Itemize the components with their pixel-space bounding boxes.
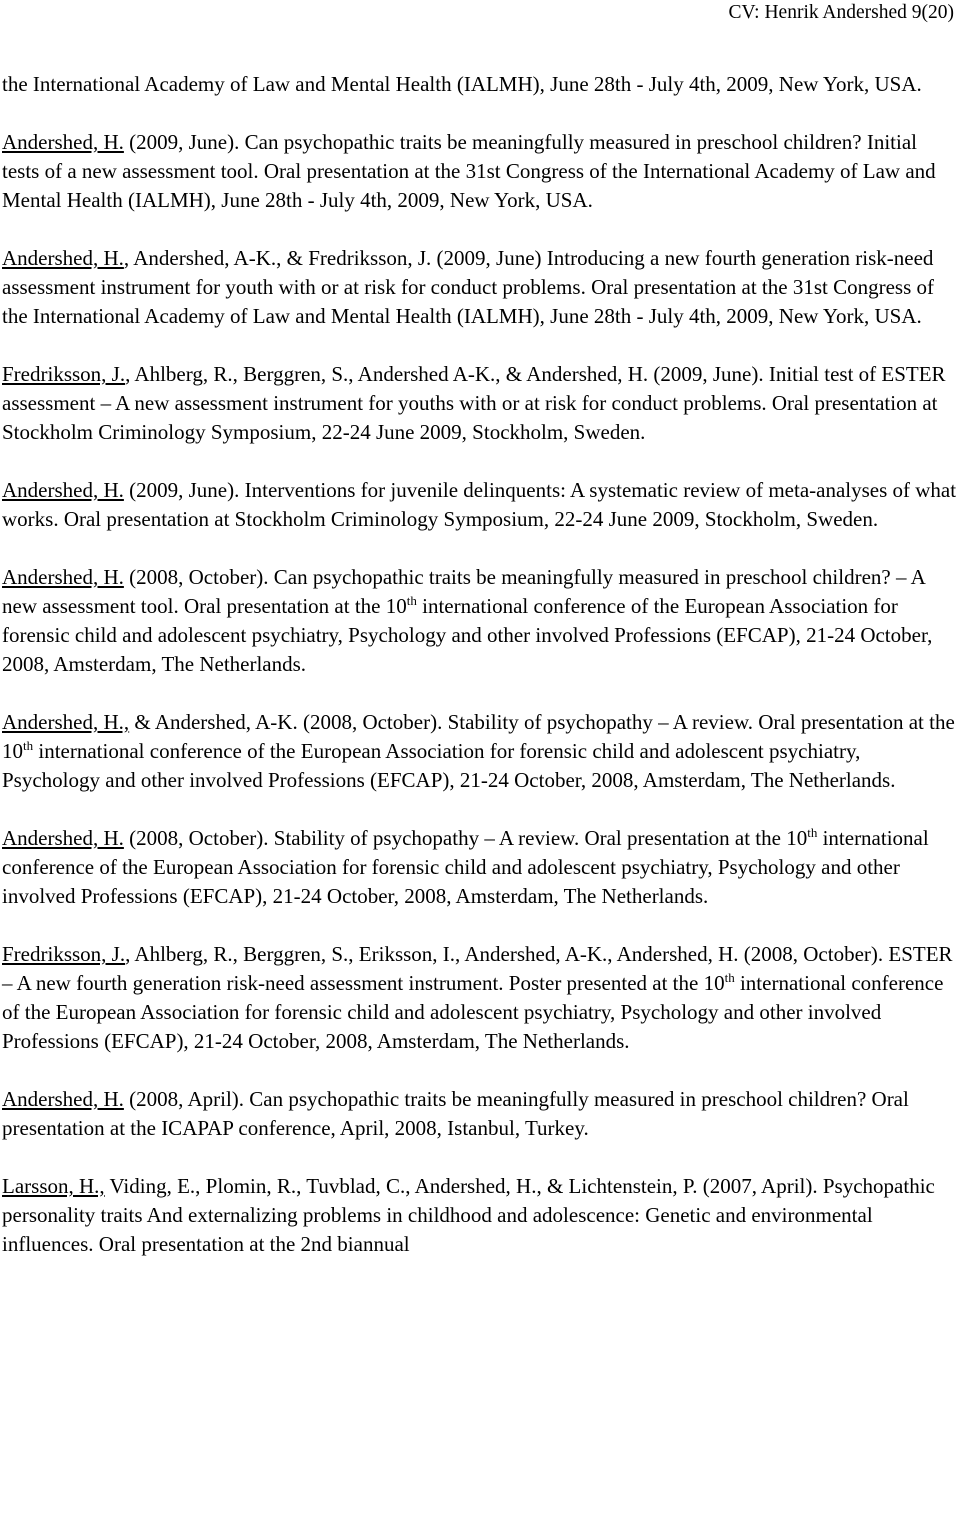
entry-author: Andershed, H.: [2, 478, 124, 502]
publication-entry: [2, 128, 957, 215]
entry-text-cont: international conference of the European Association for forensic child and adolescent psychiatry, Psychology and other involved Professions (EFCAP), 21-24 October, 2008, Amsterdam, The Netherlands.: [2, 971, 944, 1053]
entry-text: (2009, June). Can psychopathic traits be meaningfully measured in preschool children? Initial tests of a new assessment tool. Oral presentation at the 31st Congress of the International Academy of Law and Mental Health (IALMH), June 28th - July 4th, 2009, New York, USA.: [2, 130, 936, 212]
publication-entry: [2, 708, 957, 795]
publication-entry: [2, 563, 957, 679]
entry-text-cont: international conference of the European Association for forensic child and adolescent psychiatry, Psychology and other involved Professions (EFCAP), 21-24 October, 2008, Amsterdam, The Netherlands.: [2, 739, 896, 792]
page-header: CV: Henrik Andershed 9(20): [728, 2, 954, 23]
publication-entry: [2, 1172, 957, 1259]
publication-entry: [2, 476, 957, 534]
superscript: th: [724, 970, 735, 985]
publication-entry: [2, 360, 957, 447]
entry-author: Fredriksson, J.: [2, 942, 126, 966]
publication-entry: [2, 940, 957, 1056]
publication-entry: [2, 70, 957, 99]
publication-entry: [2, 1085, 957, 1143]
entry-text: Viding, E., Plomin, R., Tuvblad, C., Andershed, H., & Lichtenstein, P. (2007, April). Psychopathic personality traits And externalizing problems in childhood and adolescence: Genetic and environmental influences. Oral presentation at the 2nd biannual: [2, 1174, 935, 1256]
entry-author: Andershed, H.: [2, 246, 124, 270]
entry-author: Andershed, H.: [2, 565, 124, 589]
entry-text: (2008, April). Can psychopathic traits be meaningfully measured in preschool children? Oral presentation at the ICAPAP conference, April, 2008, Istanbul, Turkey.: [2, 1087, 909, 1140]
entry-text: , Andershed, A-K., & Fredriksson, J. (2009, June) Introducing a new fourth generation risk-need assessment instrument for youth with or at risk for conduct problems. Oral presentation at the 31st Congress of the International Academy of Law and Mental Health (IALMH), June 28th - July 4th, 2009, New York, USA.: [2, 246, 934, 328]
entry-author: Andershed, H.: [2, 826, 124, 850]
entry-author: Andershed, H.,: [2, 710, 130, 734]
entry-text: , Ahlberg, R., Berggren, S., Eriksson, I., Andershed, A-K., Andershed, H. (2008, October). ESTER – A new fourth generation risk-need assessment instrument. Poster presented at the 10: [2, 942, 953, 995]
publication-entry: [2, 824, 957, 911]
entry-text: the International Academy of Law and Mental Health (IALMH), June 28th - July 4th, 2009, New York, USA.: [2, 72, 922, 96]
publication-entry: [2, 244, 957, 331]
entry-text: (2008, October). Can psychopathic traits be meaningfully measured in preschool children? – A new assessment tool. Oral presentation at the 10: [2, 565, 925, 618]
entry-text-cont: international conference of the European Association for forensic child and adolescent psychiatry, Psychology and other involved Professions (EFCAP), 21-24 October, 2008, Amsterdam, The Netherlands.: [2, 826, 929, 908]
entry-text-cont: international conference of the European Association for forensic child and adolescent psychiatry, Psychology and other involved Professions (EFCAP), 21-24 October, 2008, Amsterdam, The Netherlands.: [2, 594, 933, 676]
entry-text: (2009, June). Interventions for juvenile delinquents: A systematic review of meta-analyses of what works. Oral presentation at Stockholm Criminology Symposium, 22-24 June 2009, Stockholm, Sweden.: [2, 478, 957, 531]
entry-author: Andershed, H.: [2, 1087, 124, 1111]
entry-author: Fredriksson, J.: [2, 362, 126, 386]
entry-text: (2008, October). Stability of psychopathy – A review. Oral presentation at the 10: [123, 826, 808, 850]
superscript: th: [406, 593, 417, 608]
superscript: th: [807, 825, 818, 840]
entry-author: Andershed, H.: [2, 130, 124, 154]
entry-text: , Ahlberg, R., Berggren, S., Andershed A-K., & Andershed, H. (2009, June). Initial test of ESTER assessment – A new assessment instrument for youths with or at risk for conduct problems. Oral presentation at Stockholm Criminology Symposium, 22-24 June 2009, Stockholm, Sweden.: [2, 362, 946, 444]
superscript: th: [23, 738, 34, 753]
entry-author: Larsson, H.,: [2, 1174, 105, 1198]
entry-text: & Andershed, A-K. (2008, October). Stability of psychopathy – A review. Oral presentation at the 10: [2, 710, 955, 763]
publication-list: [2, 70, 957, 1288]
